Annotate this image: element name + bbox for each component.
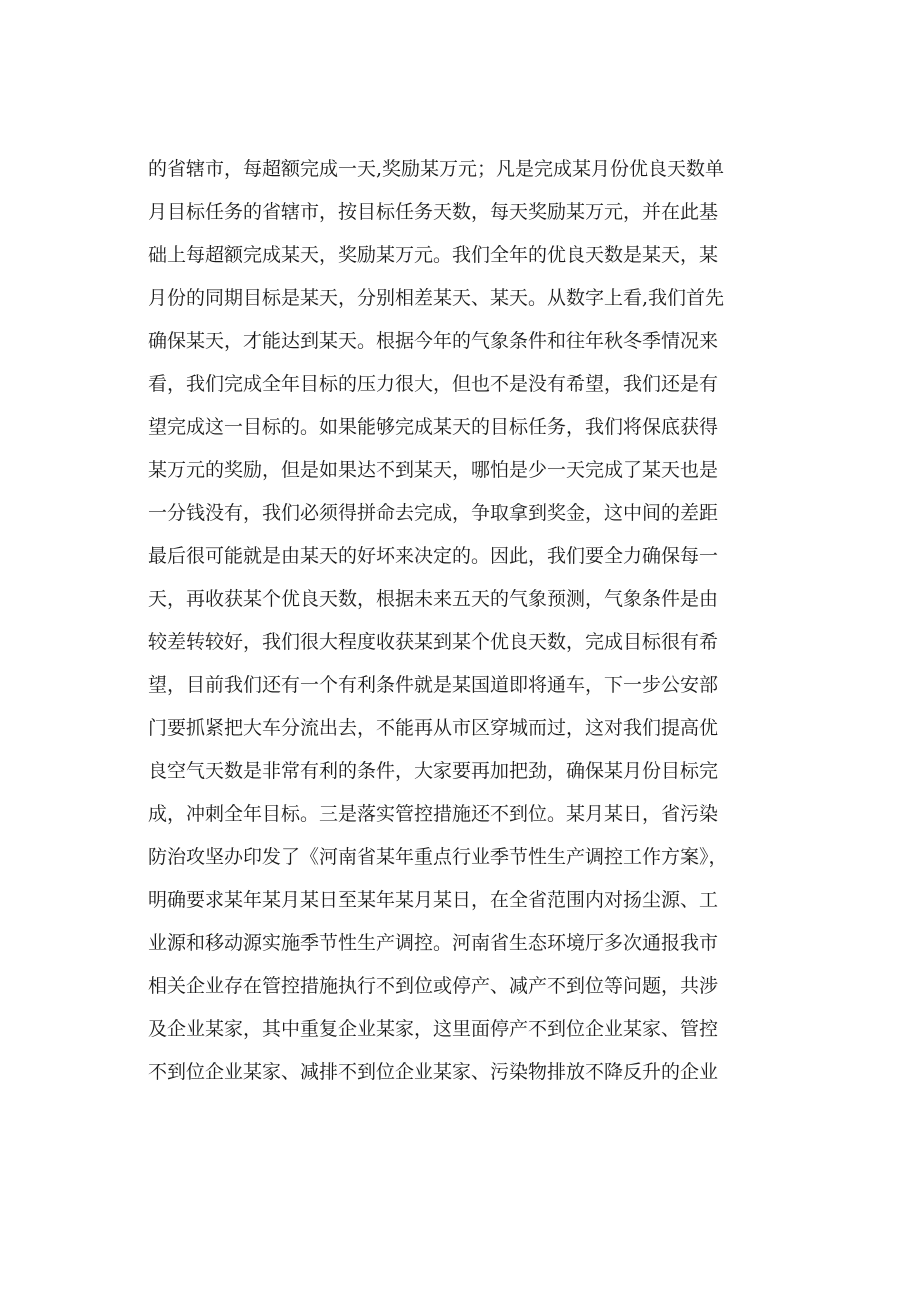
text-line: 望完成这一目标的。如果能够完成某天的目标任务，我们将保底获得 <box>148 416 719 438</box>
text-line: 月份的同期目标是某天，分别相差某天、某天。从数字上看,我们首先 <box>148 287 725 309</box>
text-line: 月目标任务的省辖市，按目标任务天数，每天奖励某万元，并在此基 <box>148 201 719 223</box>
text-line: 明确要求某年某月某日至某年某月某日，在全省范围内对扬尘源、工 <box>148 889 719 911</box>
text-line: 防治攻坚办印发了《河南省某年重点行业季节性生产调控工作方案》， <box>148 846 728 868</box>
text-line: 的省辖市，每超额完成一天,奖励某万元；凡是完成某月份优良天数单 <box>148 158 725 180</box>
text-line: 不到位企业某家、减排不到位企业某家、污染物排放不降反升的企业 <box>148 1061 719 1083</box>
text-line: 相关企业存在管控措施执行不到位或停产、减产不到位等问题，共涉 <box>148 975 719 997</box>
text-line: 业源和移动源实施季节性生产调控。河南省生态环境厅多次通报我市 <box>148 932 719 954</box>
text-line: 础上每超额完成某天，奖励某万元。我们全年的优良天数是某天，某 <box>148 244 719 266</box>
text-line: 及企业某家，其中重复企业某家，这里面停产不到位企业某家、管控 <box>148 1018 719 1040</box>
text-line: 较差转较好，我们很大程度收获某到某个优良天数，完成目标很有希 <box>148 631 719 653</box>
text-line: 一分钱没有，我们必须得拼命去完成，争取拿到奖金，这中间的差距 <box>148 502 719 524</box>
text-line: 某万元的奖励，但是如果达不到某天，哪怕是少一天完成了某天也是 <box>148 459 719 481</box>
text-line: 良空气天数是非常有利的条件，大家要再加把劲，确保某月份目标完 <box>148 760 719 782</box>
text-line: 门要抓紧把大车分流出去，不能再从市区穿城而过，这对我们提高优 <box>148 717 719 739</box>
text-line: 天，再收获某个优良天数，根据未来五天的气象预测，气象条件是由 <box>148 588 719 610</box>
text-line: 望，目前我们还有一个有利条件就是某国道即将通车，下一步公安部 <box>148 674 719 696</box>
text-line: 最后很可能就是由某天的好坏来决定的。因此，我们要全力确保每一 <box>148 545 719 567</box>
text-line: 看，我们完成全年目标的压力很大，但也不是没有希望，我们还是有 <box>148 373 719 395</box>
text-line: 确保某天，才能达到某天。根据今年的气象条件和往年秋冬季情况来 <box>148 330 719 352</box>
text-line: 成，冲刺全年目标。三是落实管控措施还不到位。某月某日，省污染 <box>148 803 719 825</box>
